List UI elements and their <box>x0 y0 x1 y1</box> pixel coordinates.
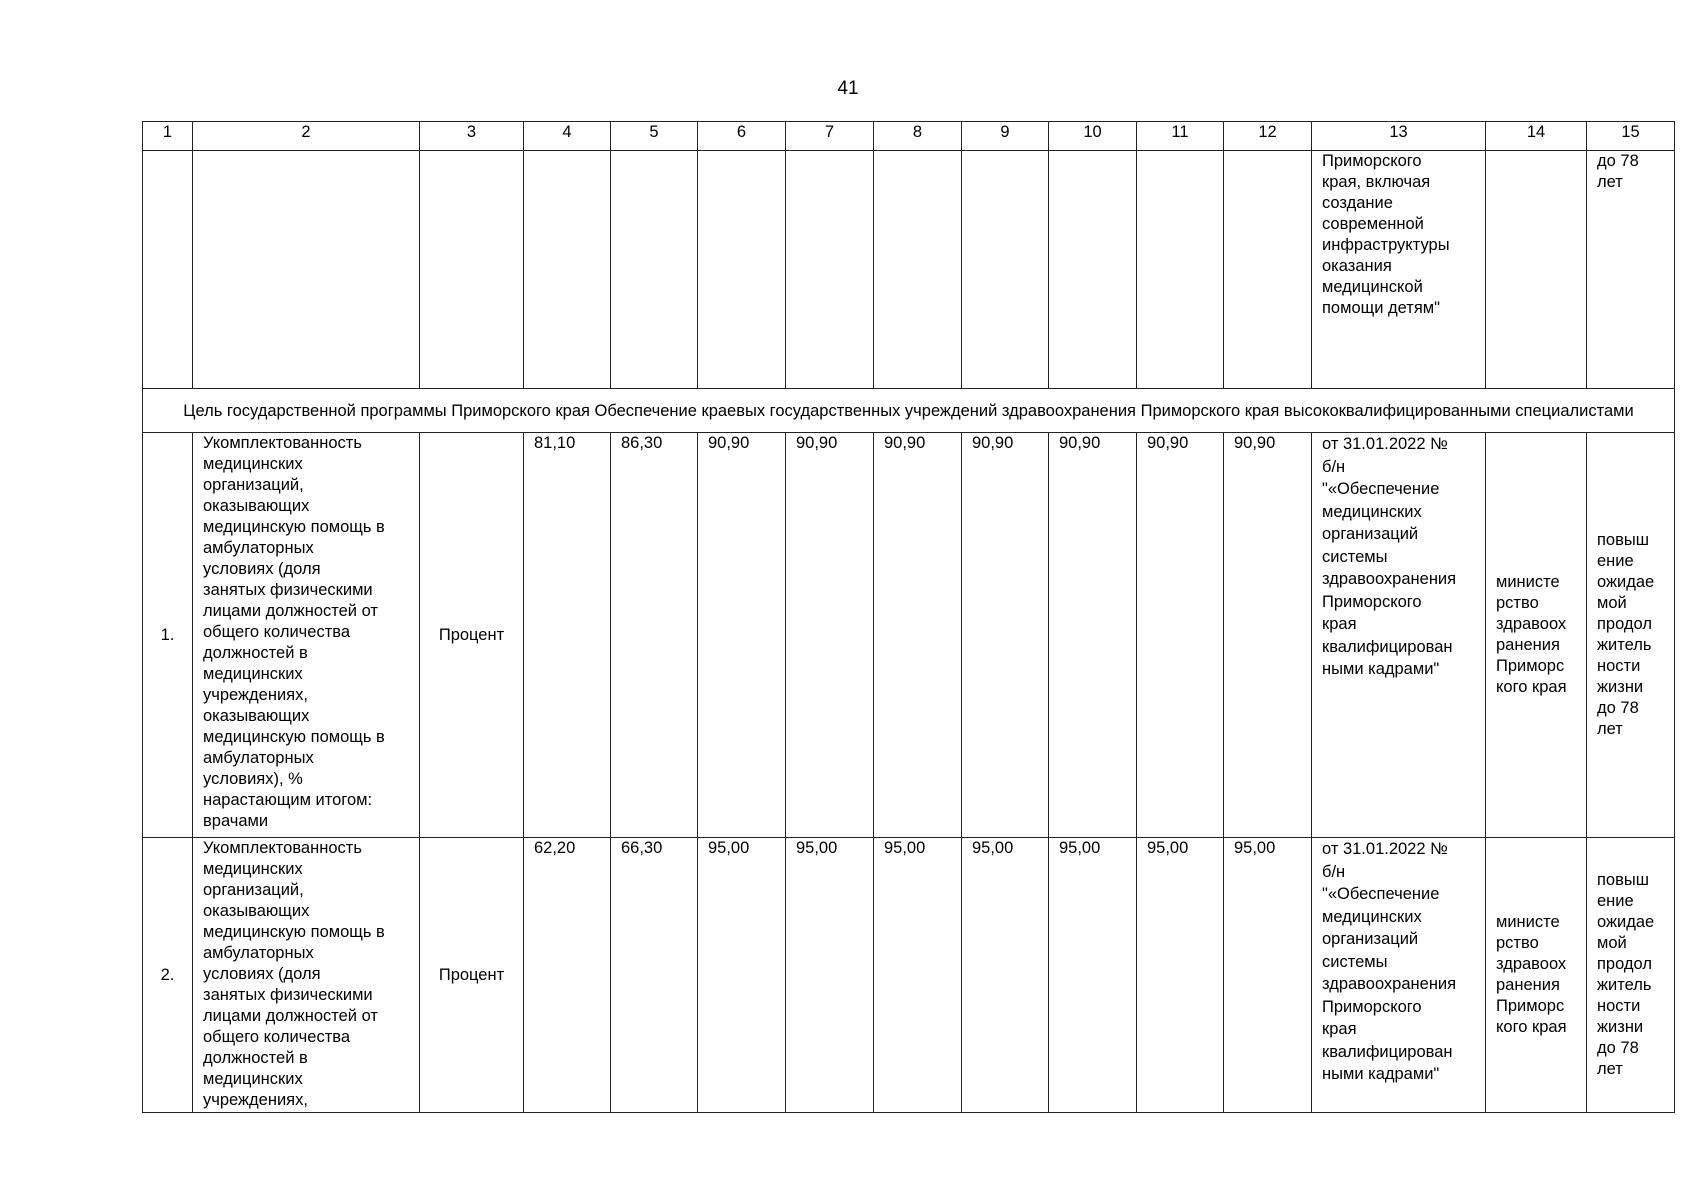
column-header: 6 <box>698 122 786 151</box>
value-cell: 81,10 <box>524 433 611 838</box>
column-header: 8 <box>874 122 962 151</box>
value-cell: 90,90 <box>874 433 962 838</box>
column-header: 1 <box>143 122 193 151</box>
value-cell: 95,00 <box>1049 838 1137 1113</box>
row-number: 1. <box>143 433 193 838</box>
value-cell: 90,90 <box>786 433 874 838</box>
value-cell: 95,00 <box>1224 838 1312 1113</box>
column-header: 7 <box>786 122 874 151</box>
value-cell: 95,00 <box>1137 838 1224 1113</box>
column-header: 13 <box>1312 122 1486 151</box>
document-cell: Приморского края, включая создание современной инфраструктуры оказания медицинской помощи детям" <box>1312 151 1486 389</box>
value-cell: 95,00 <box>698 838 786 1113</box>
column-header: 9 <box>962 122 1049 151</box>
value-cell: 95,00 <box>874 838 962 1113</box>
unit-cell: Процент <box>420 433 524 838</box>
indicators-table <box>142 121 1675 1113</box>
indicator-cell: Укомплектованность медицинских организаций, оказывающих медицинскую помощь в амбулаторных условиях (доля занятых физическими лицами должностей от общего количества должностей в медицинских учреждениях, оказывающих медицинскую помощь в амбулаторных условиях), % нарастающим итогом: врачами <box>193 433 420 838</box>
indicator-cell: Укомплектованность медицинских организаций, оказывающих медицинскую помощь в амбулаторных условиях (доля занятых физическими лицами должностей от общего количества должностей в медицинских учреждениях, <box>193 838 420 1113</box>
row-number: 2. <box>143 838 193 1113</box>
goal-text: Цель государственной программы Приморского края Обеспечение краевых государственных учреждений здравоохранения Приморского края высококвалифицированными специалистами <box>143 389 1675 433</box>
column-header: 15 <box>1587 122 1675 151</box>
column-header: 11 <box>1137 122 1224 151</box>
continuation-row <box>143 151 1675 389</box>
goal-row <box>143 389 1675 433</box>
value-cell: 90,90 <box>962 433 1049 838</box>
table-row <box>143 838 1675 1113</box>
value-cell: 90,90 <box>1137 433 1224 838</box>
column-header: 5 <box>611 122 698 151</box>
document-cell: от 31.01.2022 № б/н "«Обеспечение медицинских организаций системы здравоохранения Приморского края квалифицирован ными кадрами" <box>1312 433 1486 838</box>
column-numbers-row <box>143 122 1675 151</box>
result-cell: повыш ение ожидае мой продол житель ности жизни до 78 лет <box>1587 433 1675 838</box>
value-cell: 95,00 <box>962 838 1049 1113</box>
column-header: 2 <box>193 122 420 151</box>
page-number: 41 <box>837 78 859 99</box>
result-cell: повыш ение ожидае мой продол житель ности жизни до 78 лет <box>1587 838 1675 1113</box>
value-cell: 90,90 <box>698 433 786 838</box>
result-cell: до 78 лет <box>1587 151 1675 389</box>
value-cell: 95,00 <box>786 838 874 1113</box>
column-header: 4 <box>524 122 611 151</box>
responsible-cell: министе рство здравоох ранения Приморс кого края <box>1486 433 1587 838</box>
column-header: 14 <box>1486 122 1587 151</box>
responsible-cell: министе рство здравоох ранения Приморс кого края <box>1486 838 1587 1113</box>
unit-cell: Процент <box>420 838 524 1113</box>
value-cell: 90,90 <box>1049 433 1137 838</box>
column-header: 12 <box>1224 122 1312 151</box>
value-cell: 90,90 <box>1224 433 1312 838</box>
table-row <box>143 433 1675 838</box>
value-cell: 66,30 <box>611 838 698 1113</box>
value-cell: 62,20 <box>524 838 611 1113</box>
column-header: 3 <box>420 122 524 151</box>
document-cell: от 31.01.2022 № б/н "«Обеспечение медицинских организаций системы здравоохранения Приморского края квалифицирован ными кадрами" <box>1312 838 1486 1113</box>
column-header: 10 <box>1049 122 1137 151</box>
value-cell: 86,30 <box>611 433 698 838</box>
